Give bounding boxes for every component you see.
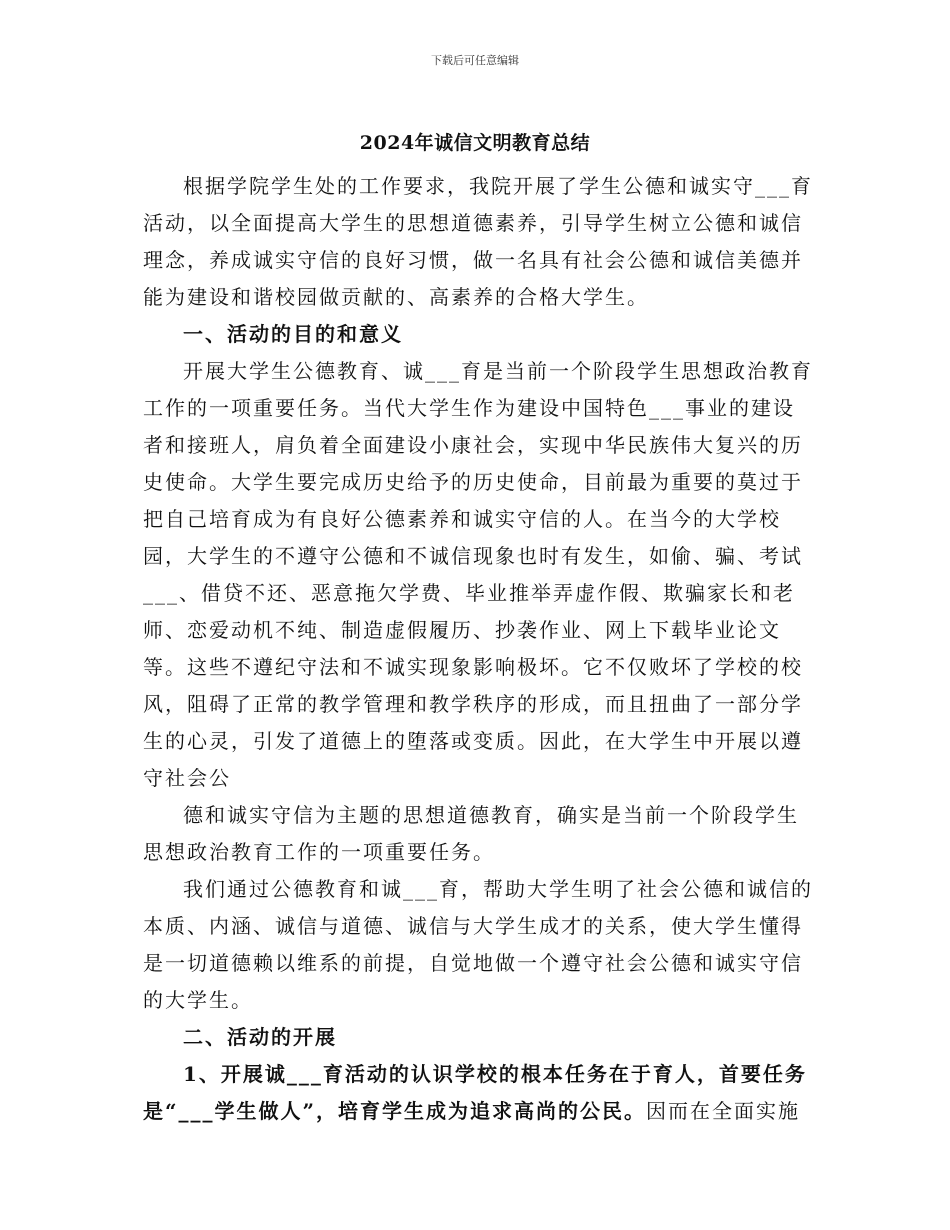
- document-title: 2024年诚信文明教育总结: [359, 132, 591, 154]
- paragraph-activity-1-tail: 因而在全面实施: [646, 1099, 801, 1123]
- paragraph-purpose-continued: 德和诚实守信为主题的思想道德教育，确实是当前一个阶段学生思想政治教育工作的一项重要任务。: [143, 803, 799, 864]
- paragraph-education: 我们通过公德教育和诚___育，帮助大学生明了社会公德和诚信的本质、内涵、诚信与道德、诚信与大学生成才的关系，使大学生懂得是一切道德赖以维系的前提，自觉地做一个遵守社会公德和诚实守信的大学生。: [143, 877, 813, 1012]
- paragraph-purpose: 开展大学生公德教育、诚___育是当前一个阶段学生思想政治教育工作的一项重要任务。当代大学生作为建设中国特色___事业的建设者和接班人，肩负着全面建设小康社会，实现中华民族伟大复兴的历史使命。大学生要完成历史给予的历史使命，目前最为重要的莫过于把自己培育成为有良好公德素养和诚实守信的人。在当今的大学校园，大学生的不遵守公德和不诚信现象也时有发生，如偷、骗、考试___、借贷不还、恶意拖欠学费、毕业推举弄虚作假、欺骗家长和老师、恋爱动机不纯、制造虚假履历、抄袭作业、网上下载毕业论文等。这些不遵纪守法和不诚实现象影响极坏。它不仅败坏了学校的校风，阻碍了正常的教学管理和教学秩序的形成，而且扭曲了一部分学生的心灵，引发了道德上的堕落或变质。因此，在大学生中开展以遵守社会公: [143, 359, 813, 790]
- section-heading-2: 二、活动的开展: [183, 1025, 337, 1049]
- paragraph-activity-1-bold: 1、开展诚___育活动的认识学校的根本任务在于育人，首要任务是“___学生做人”，培育学生成为追求高尚的公民。: [143, 1062, 807, 1123]
- section-heading-1: 一、活动的目的和意义: [183, 322, 403, 346]
- paragraph-activity-1: [143, 1056, 813, 1130]
- page-header-note: 下载后可任意编辑: [431, 54, 519, 67]
- document-body: [143, 168, 813, 1130]
- paragraph-intro: 根据学院学生处的工作要求，我院开展了学生公德和诚实守___育活动，以全面提高大学生的思想道德素养，引导学生树立公德和诚信理念，养成诚实守信的良好习惯，做一名具有社会公德和诚信美德并能为建设和谐校园做贡献的、高素养的合格大学生。: [143, 174, 813, 309]
